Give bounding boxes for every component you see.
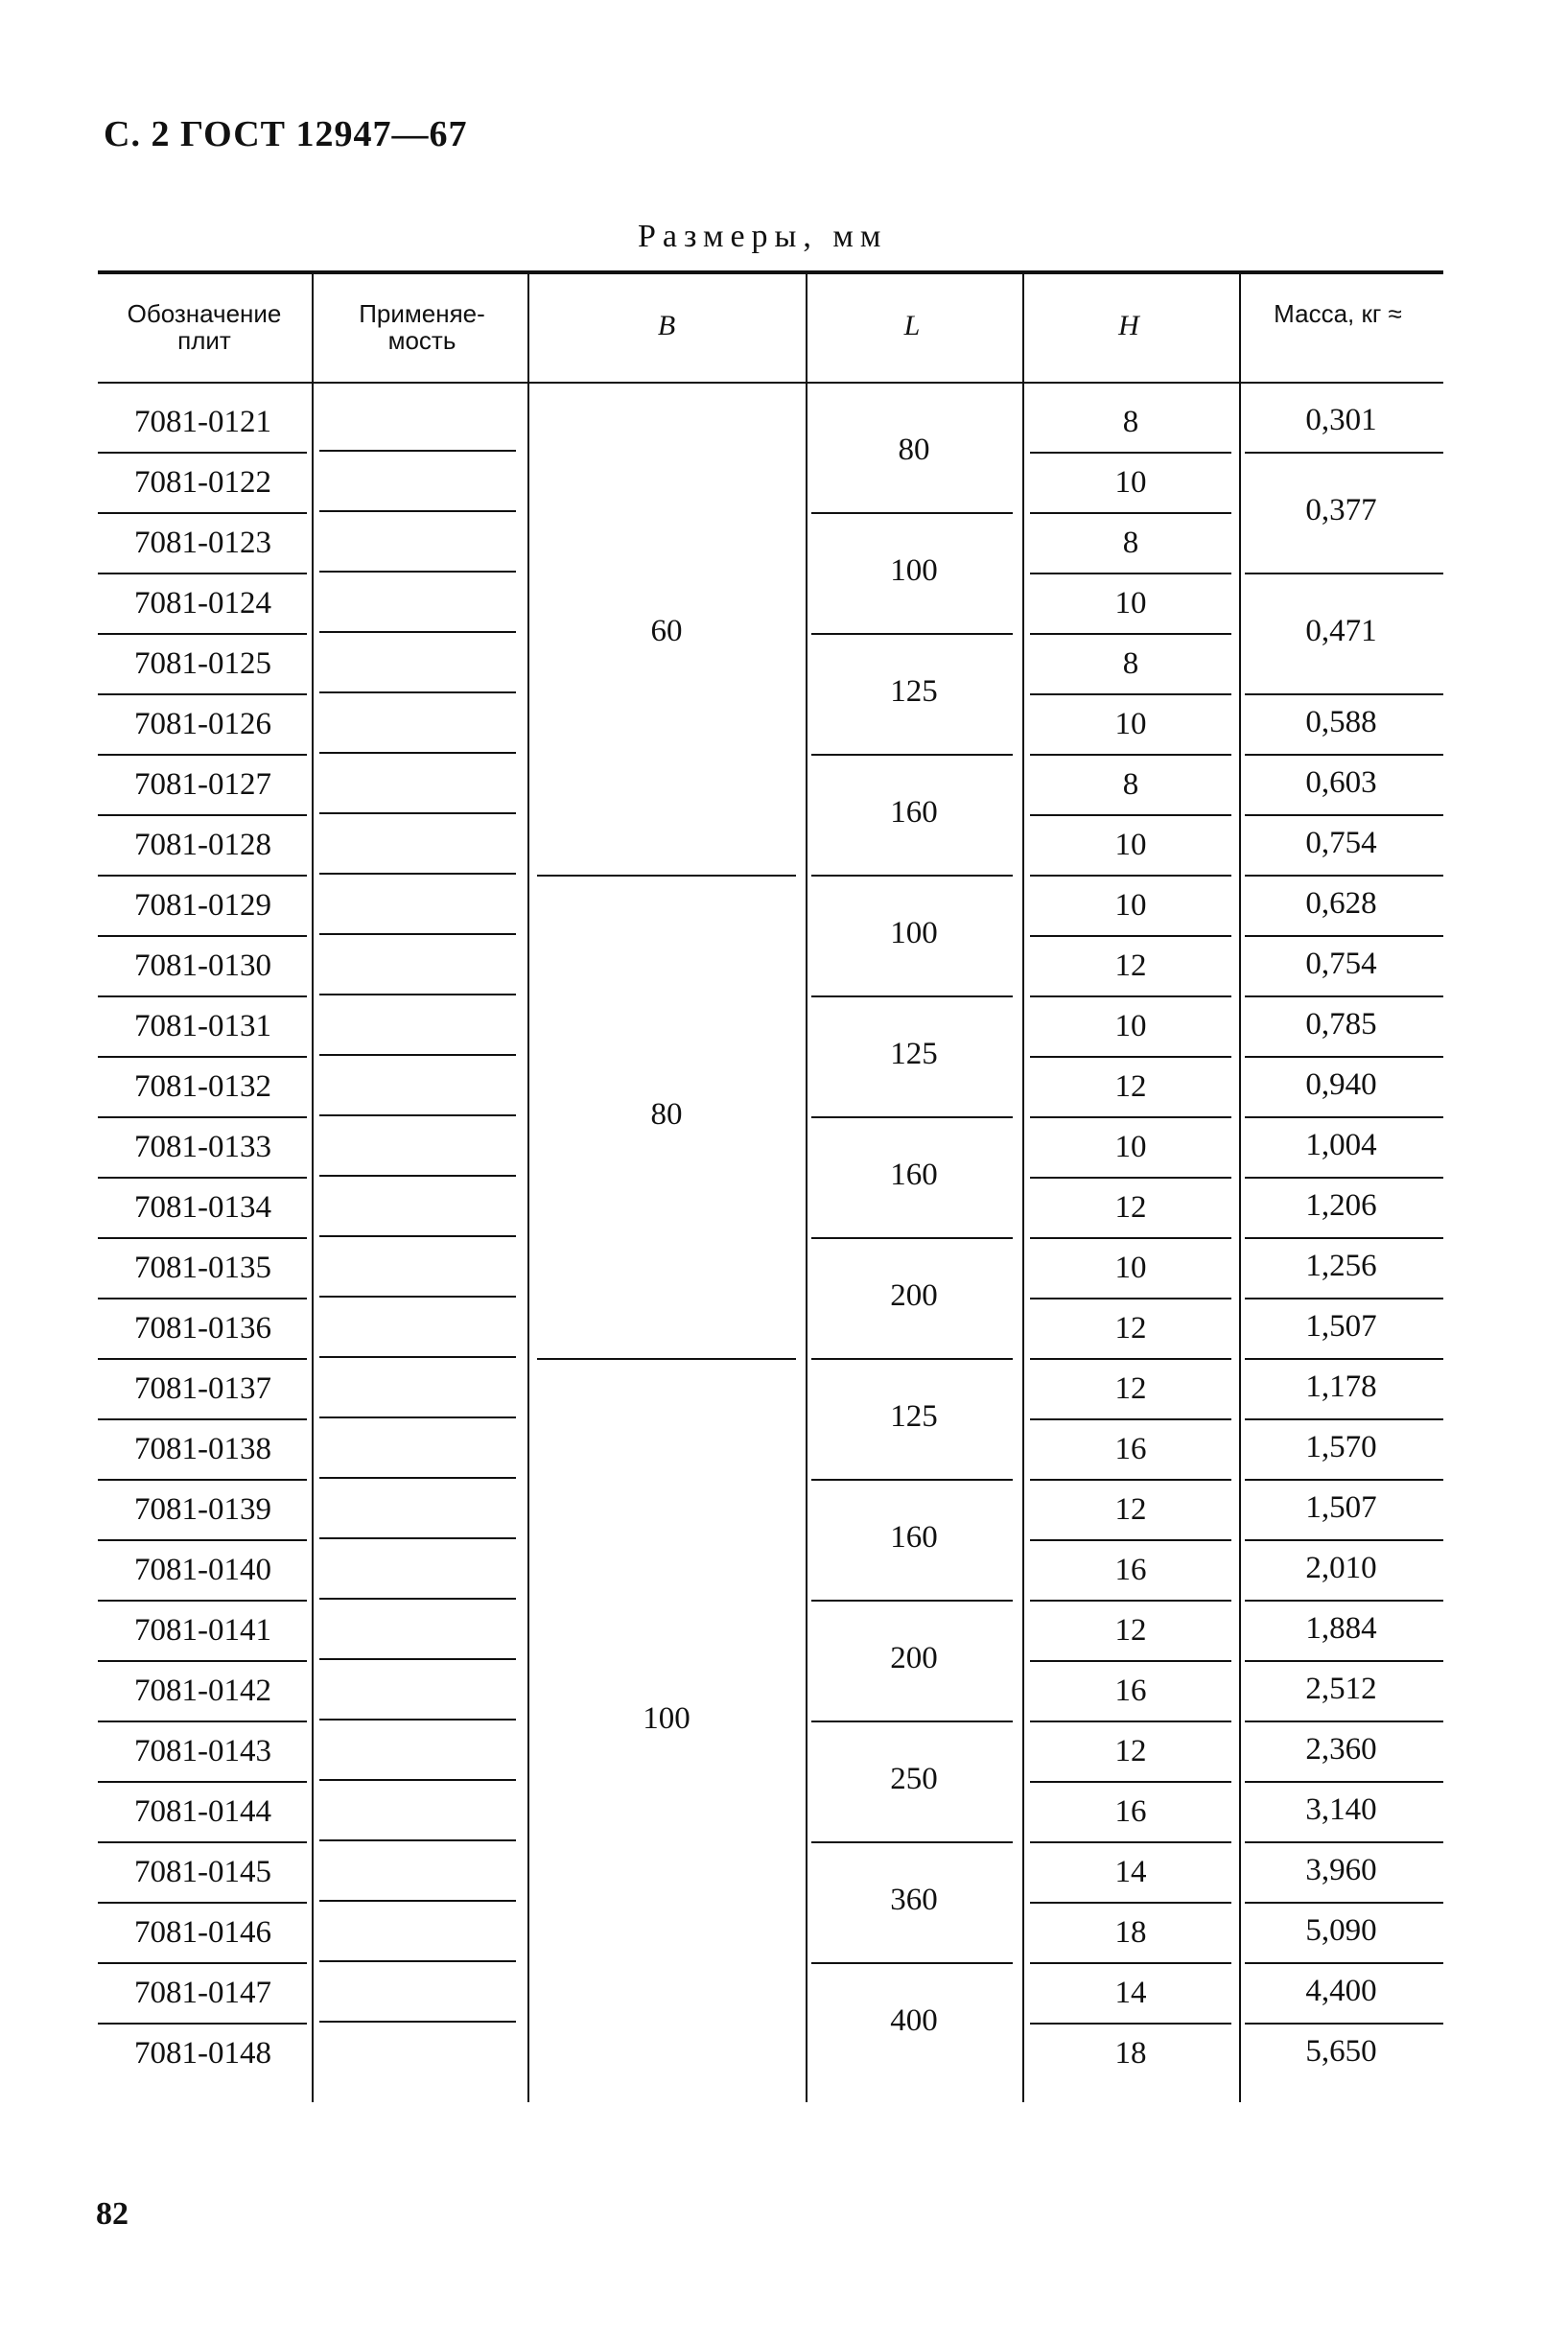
row-rule-h (1030, 633, 1231, 635)
h-cell: 10 (1114, 1009, 1147, 1043)
mass-group-rule (1245, 1962, 1443, 1964)
row-rule-applicability (319, 631, 516, 633)
mass-cell: 2,360 (1305, 1731, 1377, 1767)
designation-cell: 7081-0144 (134, 1794, 271, 1829)
row-rule-h (1030, 1177, 1231, 1179)
h-cell: 12 (1114, 1190, 1147, 1225)
row-rule-designation (98, 512, 307, 514)
row-rule-applicability (319, 873, 516, 875)
h-cell: 12 (1114, 1311, 1147, 1346)
row-rule-applicability (319, 1114, 516, 1116)
h-cell: 10 (1114, 586, 1147, 620)
row-rule-applicability (319, 1839, 516, 1841)
designation-cell: 7081-0147 (134, 1976, 271, 2010)
mass-cell: 1,004 (1305, 1127, 1377, 1162)
row-rule-h (1030, 995, 1231, 997)
row-rule-h (1030, 1539, 1231, 1541)
l-cell: 250 (890, 1762, 938, 1796)
mass-cell: 1,206 (1305, 1187, 1377, 1223)
designation-cell: 7081-0140 (134, 1553, 271, 1587)
h-cell: 14 (1114, 1976, 1147, 2010)
mass-cell: 1,884 (1305, 1610, 1377, 1646)
h-cell: 12 (1114, 1613, 1147, 1648)
b-group-rule (537, 1358, 796, 1360)
row-rule-applicability (319, 1779, 516, 1781)
mass-group-rule (1245, 1721, 1443, 1722)
designation-cell: 7081-0127 (134, 767, 271, 802)
mass-cell: 0,471 (1305, 614, 1377, 648)
page-number: 82 (96, 2196, 129, 2232)
designation-cell: 7081-0131 (134, 1009, 271, 1043)
row-rule-h (1030, 512, 1231, 514)
mass-cell: 5,650 (1305, 2033, 1377, 2069)
mass-group-rule (1245, 1116, 1443, 1118)
mass-cell: 3,140 (1305, 1791, 1377, 1827)
designation-cell: 7081-0128 (134, 828, 271, 862)
row-rule-h (1030, 1358, 1231, 1360)
mass-cell: 1,507 (1305, 1308, 1377, 1344)
l-group-rule (811, 1116, 1013, 1118)
mass-group-rule (1245, 1479, 1443, 1481)
mass-group-rule (1245, 1056, 1443, 1058)
designation-cell: 7081-0146 (134, 1915, 271, 1950)
row-rule-designation (98, 935, 307, 937)
row-rule-applicability (319, 1235, 516, 1237)
designation-cell: 7081-0124 (134, 586, 271, 620)
designation-cell: 7081-0130 (134, 948, 271, 983)
mass-group-rule (1245, 995, 1443, 997)
row-rule-h (1030, 452, 1231, 454)
mass-group-rule (1245, 2023, 1443, 2025)
mass-group-rule (1245, 814, 1443, 816)
row-rule-designation (98, 1358, 307, 1360)
row-rule-designation (98, 1660, 307, 1662)
l-cell: 125 (890, 674, 938, 709)
l-cell: 100 (890, 553, 938, 588)
l-group-rule (811, 1600, 1013, 1602)
mass-cell: 0,628 (1305, 885, 1377, 921)
row-rule-designation (98, 2023, 307, 2025)
row-rule-designation (98, 1177, 307, 1179)
l-cell: 125 (890, 1037, 938, 1071)
row-rule-applicability (319, 812, 516, 814)
mass-group-rule (1245, 1418, 1443, 1420)
h-cell: 14 (1114, 1855, 1147, 1889)
h-cell: 12 (1114, 1492, 1147, 1527)
row-rule-h (1030, 875, 1231, 877)
row-rule-applicability (319, 1054, 516, 1056)
row-rule-applicability (319, 1900, 516, 1902)
h-cell: 18 (1114, 2036, 1147, 2071)
mass-cell: 1,507 (1305, 1489, 1377, 1525)
row-rule-h (1030, 1056, 1231, 1058)
row-rule-h (1030, 1781, 1231, 1783)
row-rule-h (1030, 1841, 1231, 1843)
row-rule-applicability (319, 1537, 516, 1539)
mass-cell: 1,178 (1305, 1369, 1377, 1404)
row-rule-designation (98, 1418, 307, 1420)
header-bottom-rule (98, 382, 1443, 384)
l-group-rule (811, 995, 1013, 997)
designation-cell: 7081-0148 (134, 2036, 271, 2071)
row-rule-h (1030, 1962, 1231, 1964)
l-group-rule (811, 1358, 1013, 1360)
row-rule-designation (98, 1721, 307, 1722)
row-rule-designation (98, 633, 307, 635)
l-cell: 160 (890, 1520, 938, 1555)
row-rule-designation (98, 452, 307, 454)
designation-cell: 7081-0135 (134, 1251, 271, 1285)
h-cell: 8 (1122, 646, 1139, 681)
designation-cell: 7081-0129 (134, 888, 271, 923)
row-rule-designation (98, 995, 307, 997)
mass-cell: 0,754 (1305, 825, 1377, 860)
l-cell: 125 (890, 1399, 938, 1434)
designation-cell: 7081-0126 (134, 707, 271, 741)
row-rule-designation (98, 754, 307, 756)
row-rule-designation (98, 1056, 307, 1058)
row-rule-applicability (319, 933, 516, 935)
row-rule-h (1030, 1479, 1231, 1481)
h-cell: 8 (1122, 526, 1139, 560)
header-mass: Масса, кг ≈ (1274, 299, 1402, 328)
row-rule-h (1030, 814, 1231, 816)
mass-group-rule (1245, 1358, 1443, 1360)
mass-group-rule (1245, 1660, 1443, 1662)
mass-group-rule (1245, 1841, 1443, 1843)
mass-cell: 0,377 (1305, 493, 1377, 527)
mass-cell: 0,940 (1305, 1066, 1377, 1102)
l-cell: 200 (890, 1641, 938, 1675)
b-cell: 60 (650, 614, 683, 648)
mass-cell: 0,785 (1305, 1006, 1377, 1042)
row-rule-h (1030, 1660, 1231, 1662)
row-rule-applicability (319, 691, 516, 693)
row-rule-applicability (319, 1416, 516, 1418)
mass-cell: 0,588 (1305, 704, 1377, 739)
page-header: С. 2 ГОСТ 12947—67 (104, 114, 468, 154)
mass-cell: 1,256 (1305, 1248, 1377, 1283)
row-rule-designation (98, 1781, 307, 1783)
mass-cell: 2,512 (1305, 1671, 1377, 1706)
column-separator (527, 274, 529, 2102)
l-cell: 200 (890, 1278, 938, 1313)
h-cell: 12 (1114, 1734, 1147, 1768)
table-caption: Размеры, мм (638, 219, 888, 254)
mass-group-rule (1245, 875, 1443, 877)
row-rule-h (1030, 1298, 1231, 1299)
header-applicability: Применяе- мость (359, 299, 485, 355)
mass-group-rule (1245, 1539, 1443, 1541)
row-rule-designation (98, 1116, 307, 1118)
row-rule-h (1030, 573, 1231, 574)
designation-cell: 7081-0133 (134, 1130, 271, 1164)
designation-cell: 7081-0121 (134, 405, 271, 439)
row-rule-h (1030, 2023, 1231, 2025)
row-rule-h (1030, 1721, 1231, 1722)
mass-group-rule (1245, 754, 1443, 756)
l-cell: 400 (890, 2003, 938, 2038)
row-rule-designation (98, 573, 307, 574)
mass-group-rule (1245, 1177, 1443, 1179)
l-group-rule (811, 875, 1013, 877)
l-group-rule (811, 633, 1013, 635)
row-rule-applicability (319, 2021, 516, 2023)
designation-cell: 7081-0122 (134, 465, 271, 500)
h-cell: 12 (1114, 1069, 1147, 1104)
row-rule-applicability (319, 1960, 516, 1962)
designation-cell: 7081-0132 (134, 1069, 271, 1104)
mass-cell: 5,090 (1305, 1912, 1377, 1948)
h-cell: 10 (1114, 465, 1147, 500)
mass-group-rule (1245, 1237, 1443, 1239)
l-group-rule (811, 1721, 1013, 1722)
header-h: H (1118, 310, 1139, 341)
mass-cell: 0,754 (1305, 946, 1377, 981)
l-cell: 160 (890, 795, 938, 830)
l-group-rule (811, 754, 1013, 756)
h-cell: 16 (1114, 1794, 1147, 1829)
row-rule-designation (98, 1902, 307, 1904)
row-rule-applicability (319, 1296, 516, 1298)
mass-cell: 1,570 (1305, 1429, 1377, 1464)
b-cell: 100 (643, 1701, 690, 1736)
mass-cell: 2,010 (1305, 1550, 1377, 1585)
h-cell: 10 (1114, 1130, 1147, 1164)
mass-cell: 3,960 (1305, 1852, 1377, 1887)
row-rule-applicability (319, 1477, 516, 1479)
b-cell: 80 (650, 1097, 683, 1132)
mass-group-rule (1245, 1600, 1443, 1602)
row-rule-designation (98, 1841, 307, 1843)
row-rule-h (1030, 1418, 1231, 1420)
designation-cell: 7081-0139 (134, 1492, 271, 1527)
mass-group-rule (1245, 1298, 1443, 1299)
mass-group-rule (1245, 935, 1443, 937)
h-cell: 12 (1114, 948, 1147, 983)
l-cell: 100 (890, 916, 938, 950)
row-rule-applicability (319, 1658, 516, 1660)
h-cell: 10 (1114, 1251, 1147, 1285)
header-designation: Обозначение плит (127, 299, 282, 355)
mass-cell: 0,301 (1305, 402, 1377, 437)
mass-group-rule (1245, 1902, 1443, 1904)
column-separator (312, 274, 314, 2102)
row-rule-designation (98, 814, 307, 816)
designation-cell: 7081-0143 (134, 1734, 271, 1768)
l-cell: 160 (890, 1158, 938, 1192)
designation-cell: 7081-0125 (134, 646, 271, 681)
designation-cell: 7081-0142 (134, 1674, 271, 1708)
l-group-rule (811, 1962, 1013, 1964)
h-cell: 12 (1114, 1371, 1147, 1406)
row-rule-applicability (319, 510, 516, 512)
mass-cell: 0,603 (1305, 764, 1377, 800)
row-rule-applicability (319, 752, 516, 754)
h-cell: 18 (1114, 1915, 1147, 1950)
designation-cell: 7081-0137 (134, 1371, 271, 1406)
row-rule-h (1030, 1600, 1231, 1602)
h-cell: 8 (1122, 767, 1139, 802)
row-rule-applicability (319, 1598, 516, 1600)
row-rule-applicability (319, 571, 516, 573)
row-rule-h (1030, 1902, 1231, 1904)
row-rule-designation (98, 1600, 307, 1602)
mass-group-rule (1245, 573, 1443, 574)
row-rule-designation (98, 1539, 307, 1541)
b-group-rule (537, 875, 796, 877)
table-top-rule (98, 270, 1443, 274)
mass-group-rule (1245, 693, 1443, 695)
designation-cell: 7081-0123 (134, 526, 271, 560)
row-rule-designation (98, 875, 307, 877)
h-cell: 10 (1114, 888, 1147, 923)
row-rule-h (1030, 754, 1231, 756)
designation-cell: 7081-0138 (134, 1432, 271, 1466)
row-rule-designation (98, 1962, 307, 1964)
row-rule-h (1030, 693, 1231, 695)
l-cell: 360 (890, 1883, 938, 1917)
row-rule-h (1030, 1237, 1231, 1239)
row-rule-designation (98, 1237, 307, 1239)
designation-cell: 7081-0141 (134, 1613, 271, 1648)
row-rule-designation (98, 1479, 307, 1481)
h-cell: 10 (1114, 828, 1147, 862)
header-b: B (657, 310, 676, 341)
h-cell: 16 (1114, 1674, 1147, 1708)
l-group-rule (811, 1841, 1013, 1843)
designation-cell: 7081-0136 (134, 1311, 271, 1346)
l-cell: 80 (898, 433, 930, 467)
header-l: L (903, 310, 921, 341)
row-rule-applicability (319, 450, 516, 452)
row-rule-applicability (319, 994, 516, 995)
l-group-rule (811, 1479, 1013, 1481)
designation-cell: 7081-0145 (134, 1855, 271, 1889)
row-rule-applicability (319, 1356, 516, 1358)
row-rule-designation (98, 693, 307, 695)
mass-group-rule (1245, 1781, 1443, 1783)
h-cell: 16 (1114, 1553, 1147, 1587)
mass-cell: 4,400 (1305, 1973, 1377, 2008)
row-rule-applicability (319, 1719, 516, 1721)
h-cell: 8 (1122, 405, 1139, 439)
l-group-rule (811, 512, 1013, 514)
row-rule-h (1030, 1116, 1231, 1118)
l-group-rule (811, 1237, 1013, 1239)
designation-cell: 7081-0134 (134, 1190, 271, 1225)
row-rule-applicability (319, 1175, 516, 1177)
mass-group-rule (1245, 452, 1443, 454)
h-cell: 10 (1114, 707, 1147, 741)
row-rule-designation (98, 1298, 307, 1299)
h-cell: 16 (1114, 1432, 1147, 1466)
row-rule-h (1030, 935, 1231, 937)
